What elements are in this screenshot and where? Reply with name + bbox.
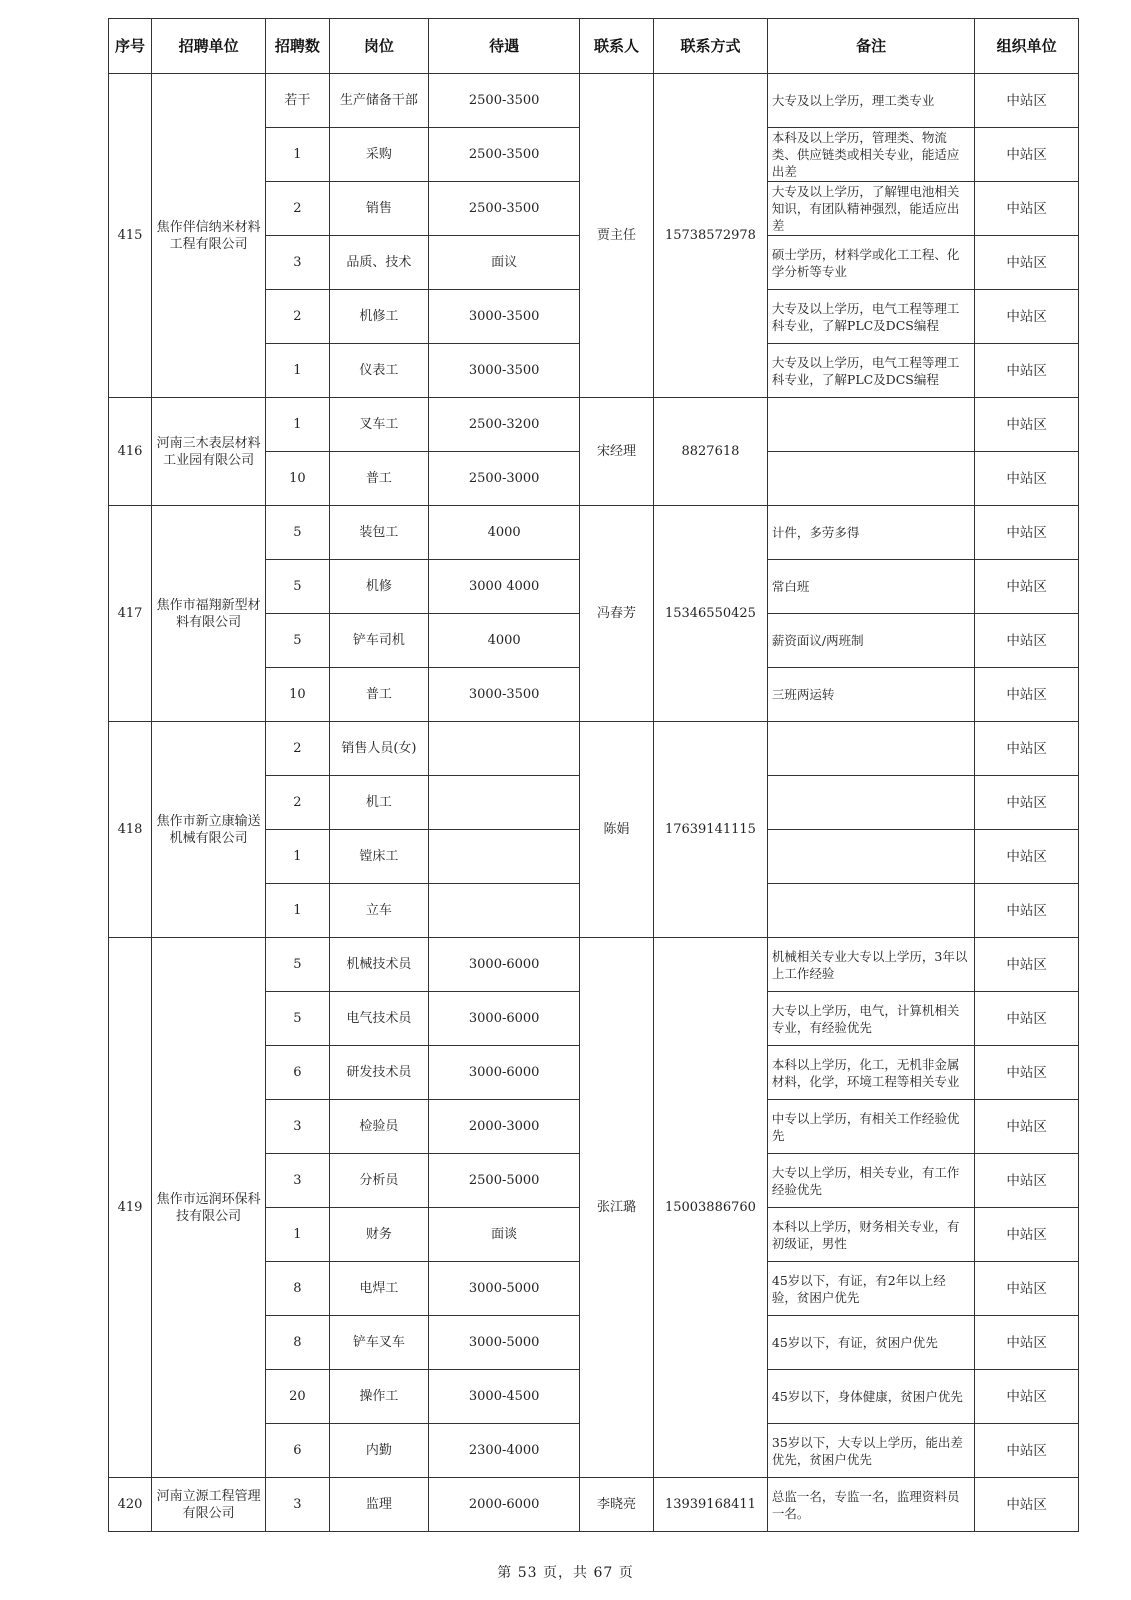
- salary: 3000-5000: [429, 1316, 580, 1370]
- organizer: 中站区: [975, 830, 1079, 884]
- position-name: 镗床工: [329, 830, 429, 884]
- salary: 面谈: [429, 1208, 580, 1262]
- salary: 2000-3000: [429, 1100, 580, 1154]
- contact-phone: 15738572978: [653, 74, 767, 398]
- remarks: 本科以上学历，财务相关专业，有初级证，男性: [767, 1208, 974, 1262]
- header-no: 序号: [109, 19, 152, 74]
- header-note: 备注: [767, 19, 974, 74]
- contact-person: 张江璐: [580, 938, 654, 1478]
- salary: 2500-3500: [429, 182, 580, 236]
- remarks: 计件，多劳多得: [767, 506, 974, 560]
- remarks: 本科以上学历，化工，无机非金属材料，化学，环境工程等相关专业: [767, 1046, 974, 1100]
- table-row: [109, 722, 1079, 776]
- hire-count: 10: [266, 452, 330, 506]
- contact-person: 陈娟: [580, 722, 654, 938]
- organizer: 中站区: [975, 1370, 1079, 1424]
- hire-count: 5: [266, 506, 330, 560]
- organizer: 中站区: [975, 290, 1079, 344]
- serial-number: 415: [109, 74, 152, 398]
- hire-count: 10: [266, 668, 330, 722]
- position-name: 铲车叉车: [329, 1316, 429, 1370]
- position-name: 销售: [329, 182, 429, 236]
- salary: 3000-5000: [429, 1262, 580, 1316]
- hire-count: 1: [266, 1208, 330, 1262]
- remarks: 45岁以下，有证，贫困户优先: [767, 1316, 974, 1370]
- remarks: 45岁以下，有证，有2年以上经验，贫困户优先: [767, 1262, 974, 1316]
- remarks: 大专以上学历，相关专业，有工作经验优先: [767, 1154, 974, 1208]
- position-name: 财务: [329, 1208, 429, 1262]
- salary: 2300-4000: [429, 1424, 580, 1478]
- remarks: 总监一名，专监一名，监理资料员一名。: [767, 1478, 974, 1532]
- position-name: 检验员: [329, 1100, 429, 1154]
- organizer: 中站区: [975, 506, 1079, 560]
- hire-count: 6: [266, 1424, 330, 1478]
- hire-count: 2: [266, 776, 330, 830]
- remarks: 45岁以下，身体健康，贫困户优先: [767, 1370, 974, 1424]
- position-name: 机械技术员: [329, 938, 429, 992]
- position-name: 机工: [329, 776, 429, 830]
- hire-count: 2: [266, 290, 330, 344]
- remarks: 大专及以上学历，电气工程等理工科专业，了解PLC及DCS编程: [767, 344, 974, 398]
- remarks: 常白班: [767, 560, 974, 614]
- header-count: 招聘数: [266, 19, 330, 74]
- salary: 3000-6000: [429, 938, 580, 992]
- hire-count: 若干: [266, 74, 330, 128]
- remarks: [767, 398, 974, 452]
- organizer: 中站区: [975, 938, 1079, 992]
- organizer: 中站区: [975, 452, 1079, 506]
- hire-count: 6: [266, 1046, 330, 1100]
- salary: 3000-6000: [429, 1046, 580, 1100]
- table-row: [109, 938, 1079, 992]
- salary: 3000-4500: [429, 1370, 580, 1424]
- position-name: 仪表工: [329, 344, 429, 398]
- serial-number: 416: [109, 398, 152, 506]
- organizer: 中站区: [975, 344, 1079, 398]
- position-name: 分析员: [329, 1154, 429, 1208]
- contact-phone: 15346550425: [653, 506, 767, 722]
- organizer: 中站区: [975, 1046, 1079, 1100]
- position-name: 普工: [329, 668, 429, 722]
- remarks: [767, 776, 974, 830]
- table-row: [109, 398, 1079, 452]
- header-row: [109, 19, 1079, 74]
- organizer: 中站区: [975, 74, 1079, 128]
- remarks: [767, 722, 974, 776]
- hire-count: 3: [266, 236, 330, 290]
- organizer: 中站区: [975, 1154, 1079, 1208]
- position-name: 电气技术员: [329, 992, 429, 1046]
- hire-count: 3: [266, 1100, 330, 1154]
- remarks: 大专及以上学历，理工类专业: [767, 74, 974, 128]
- salary: 3000-6000: [429, 992, 580, 1046]
- salary: [429, 722, 580, 776]
- position-name: 品质、技术: [329, 236, 429, 290]
- organizer: 中站区: [975, 398, 1079, 452]
- organizer: 中站区: [975, 1424, 1079, 1478]
- company-name: 焦作伴信纳米材料工程有限公司: [152, 74, 266, 398]
- organizer: 中站区: [975, 182, 1079, 236]
- hire-count: 5: [266, 938, 330, 992]
- hire-count: 2: [266, 722, 330, 776]
- remarks: 本科及以上学历，管理类、物流类、供应链类或相关专业，能适应出差: [767, 128, 974, 182]
- salary: [429, 830, 580, 884]
- page-footer: 第 53 页，共 67 页: [497, 1565, 634, 1581]
- contact-phone: 17639141115: [653, 722, 767, 938]
- table-row: [109, 1478, 1079, 1532]
- header-phone: 联系方式: [653, 19, 767, 74]
- company-name: 河南立源工程管理有限公司: [152, 1478, 266, 1532]
- salary: 4000: [429, 614, 580, 668]
- header-contact: 联系人: [580, 19, 654, 74]
- organizer: 中站区: [975, 236, 1079, 290]
- remarks: 35岁以下，大专以上学历，能出差优先，贫困户优先: [767, 1424, 974, 1478]
- hire-count: 8: [266, 1316, 330, 1370]
- organizer: 中站区: [975, 776, 1079, 830]
- remarks: 大专及以上学历，电气工程等理工科专业，了解PLC及DCS编程: [767, 290, 974, 344]
- salary: 3000-3500: [429, 668, 580, 722]
- header-position: 岗位: [329, 19, 429, 74]
- company-name: 焦作市福翔新型材料有限公司: [152, 506, 266, 722]
- organizer: 中站区: [975, 560, 1079, 614]
- salary: 3000-3500: [429, 344, 580, 398]
- salary: 面议: [429, 236, 580, 290]
- company-name: 焦作市新立康输送机械有限公司: [152, 722, 266, 938]
- contact-person: 冯春芳: [580, 506, 654, 722]
- position-name: 普工: [329, 452, 429, 506]
- salary: 3000 4000: [429, 560, 580, 614]
- position-name: 电焊工: [329, 1262, 429, 1316]
- hire-count: 1: [266, 344, 330, 398]
- hire-count: 3: [266, 1154, 330, 1208]
- remarks: [767, 452, 974, 506]
- hire-count: 20: [266, 1370, 330, 1424]
- position-name: 销售人员(女): [329, 722, 429, 776]
- header-salary: 待遇: [429, 19, 580, 74]
- table-row: [109, 506, 1079, 560]
- position-name: 生产储备干部: [329, 74, 429, 128]
- salary: 2000-6000: [429, 1478, 580, 1532]
- organizer: 中站区: [975, 1316, 1079, 1370]
- hire-count: 3: [266, 1478, 330, 1532]
- organizer: 中站区: [975, 722, 1079, 776]
- remarks: 中专以上学历，有相关工作经验优先: [767, 1100, 974, 1154]
- position-name: 立车: [329, 884, 429, 938]
- organizer: 中站区: [975, 1478, 1079, 1532]
- contact-person: 宋经理: [580, 398, 654, 506]
- hire-count: 5: [266, 992, 330, 1046]
- organizer: 中站区: [975, 614, 1079, 668]
- remarks: 大专以上学历，电气，计算机相关专业，有经验优先: [767, 992, 974, 1046]
- remarks: 机械相关专业大专以上学历，3年以上工作经验: [767, 938, 974, 992]
- contact-phone: 15003886760: [653, 938, 767, 1478]
- header-org: 组织单位: [975, 19, 1079, 74]
- serial-number: 420: [109, 1478, 152, 1532]
- position-name: 铲车司机: [329, 614, 429, 668]
- position-name: 研发技术员: [329, 1046, 429, 1100]
- organizer: 中站区: [975, 992, 1079, 1046]
- position-name: 机修: [329, 560, 429, 614]
- remarks: 硕士学历，材料学或化工工程、化学分析等专业: [767, 236, 974, 290]
- serial-number: 417: [109, 506, 152, 722]
- serial-number: 418: [109, 722, 152, 938]
- salary: 2500-3500: [429, 74, 580, 128]
- position-name: 机修工: [329, 290, 429, 344]
- organizer: 中站区: [975, 668, 1079, 722]
- remarks: [767, 884, 974, 938]
- position-name: 采购: [329, 128, 429, 182]
- contact-phone: 8827618: [653, 398, 767, 506]
- remarks: 薪资面议/两班制: [767, 614, 974, 668]
- salary: 2500-3500: [429, 128, 580, 182]
- organizer: 中站区: [975, 128, 1079, 182]
- position-name: 叉车工: [329, 398, 429, 452]
- position-name: 装包工: [329, 506, 429, 560]
- salary: 3000-3500: [429, 290, 580, 344]
- hire-count: 1: [266, 884, 330, 938]
- header-company: 招聘单位: [152, 19, 266, 74]
- salary: 4000: [429, 506, 580, 560]
- position-name: 操作工: [329, 1370, 429, 1424]
- hire-count: 1: [266, 830, 330, 884]
- hire-count: 5: [266, 560, 330, 614]
- table-row: [109, 74, 1079, 128]
- salary: 2500-5000: [429, 1154, 580, 1208]
- table-body: [109, 74, 1079, 1532]
- hire-count: 1: [266, 398, 330, 452]
- remarks: 三班两运转: [767, 668, 974, 722]
- salary: 2500-3000: [429, 452, 580, 506]
- hire-count: 1: [266, 128, 330, 182]
- contact-phone: 13939168411: [653, 1478, 767, 1532]
- organizer: 中站区: [975, 1262, 1079, 1316]
- company-name: 焦作市远润环保科技有限公司: [152, 938, 266, 1478]
- remarks: [767, 830, 974, 884]
- hire-count: 8: [266, 1262, 330, 1316]
- company-name: 河南三木表层材料工业园有限公司: [152, 398, 266, 506]
- salary: [429, 884, 580, 938]
- organizer: 中站区: [975, 1208, 1079, 1262]
- contact-person: 贾主任: [580, 74, 654, 398]
- position-name: 内勤: [329, 1424, 429, 1478]
- salary: 2500-3200: [429, 398, 580, 452]
- contact-person: 李晓亮: [580, 1478, 654, 1532]
- organizer: 中站区: [975, 884, 1079, 938]
- remarks: 大专及以上学历，了解锂电池相关知识，有团队精神强烈，能适应出差: [767, 182, 974, 236]
- hire-count: 5: [266, 614, 330, 668]
- salary: [429, 776, 580, 830]
- hire-count: 2: [266, 182, 330, 236]
- position-name: 监理: [329, 1478, 429, 1532]
- serial-number: 419: [109, 938, 152, 1478]
- recruitment-table: [108, 18, 1079, 1532]
- organizer: 中站区: [975, 1100, 1079, 1154]
